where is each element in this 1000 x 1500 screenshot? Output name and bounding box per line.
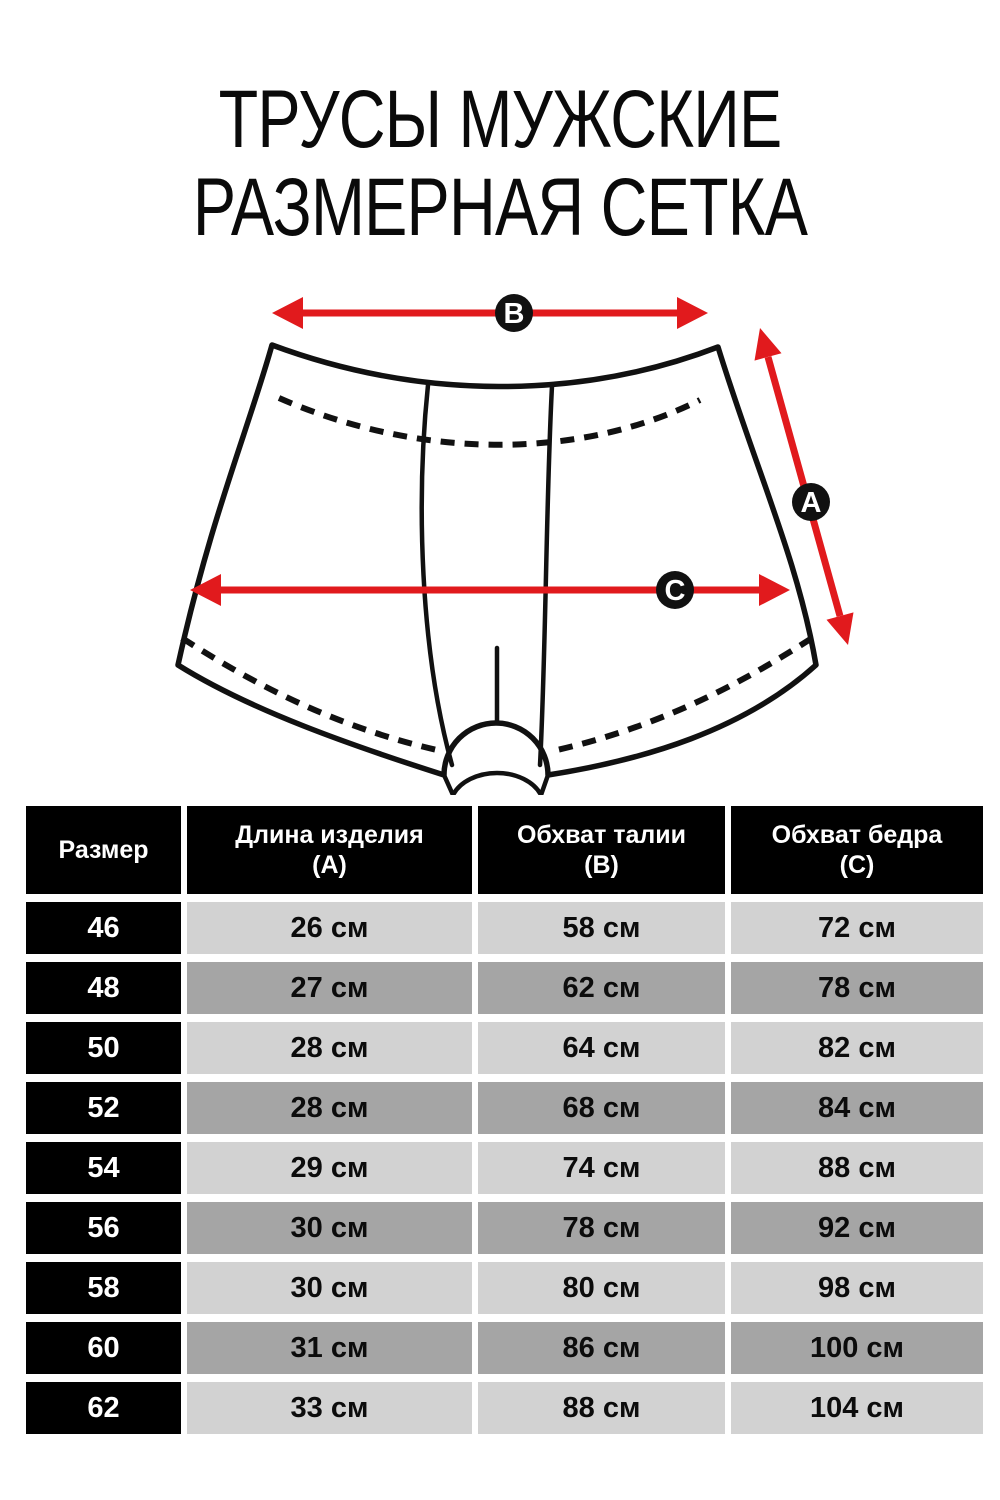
- size-cell: 50: [26, 1022, 181, 1074]
- boxer-shorts-drawing: [178, 345, 816, 795]
- table-row: [26, 1022, 984, 1074]
- size-cell: 58: [26, 1262, 181, 1314]
- length-cell: 28 см: [187, 1022, 472, 1074]
- waist-cell: 80 см: [478, 1262, 725, 1314]
- size-table-body: [26, 902, 984, 1434]
- length-cell: 33 см: [187, 1382, 472, 1434]
- size-cell: 56: [26, 1202, 181, 1254]
- hip-cell: 104 см: [731, 1382, 983, 1434]
- length-cell: 26 см: [187, 902, 472, 954]
- header-hip-c: Обхват бедра (C): [731, 806, 983, 894]
- waist-cell: 68 см: [478, 1082, 725, 1134]
- measure-arrow-b: [272, 297, 708, 329]
- svg-text:C: C: [664, 575, 686, 607]
- length-cell: 30 см: [187, 1202, 472, 1254]
- size-cell: 54: [26, 1142, 181, 1194]
- size-cell: 52: [26, 1082, 181, 1134]
- waist-cell: 58 см: [478, 902, 725, 954]
- page-title-line2: РАЗМЕРНАЯ СЕТКА: [192, 162, 808, 253]
- header-size: Размер: [26, 806, 181, 894]
- hip-cell: 82 см: [731, 1022, 983, 1074]
- size-cell: 48: [26, 962, 181, 1014]
- page-title-line1: ТРУСЫ МУЖСКИЕ: [218, 74, 782, 165]
- waist-cell: 64 см: [478, 1022, 725, 1074]
- table-row: [26, 1382, 984, 1434]
- svg-text:B: B: [503, 298, 525, 330]
- table-row: [26, 902, 984, 954]
- size-table: [26, 806, 984, 1434]
- waist-cell: 86 см: [478, 1322, 725, 1374]
- table-row: [26, 1322, 984, 1374]
- size-cell: 46: [26, 902, 181, 954]
- length-cell: 31 см: [187, 1322, 472, 1374]
- hip-cell: 88 см: [731, 1142, 983, 1194]
- svg-text:A: A: [800, 487, 822, 519]
- hip-cell: 72 см: [731, 902, 983, 954]
- header-length-a: Длина изделия (A): [187, 806, 472, 894]
- measure-label-b: [495, 294, 533, 332]
- measure-label-c: [656, 571, 694, 609]
- waist-cell: 88 см: [478, 1382, 725, 1434]
- waist-cell: 62 см: [478, 962, 725, 1014]
- hip-cell: 92 см: [731, 1202, 983, 1254]
- length-cell: 30 см: [187, 1262, 472, 1314]
- table-row: [26, 1202, 984, 1254]
- measure-label-a: [792, 483, 830, 521]
- table-row: [26, 1142, 984, 1194]
- table-row: [26, 962, 984, 1014]
- table-row: [26, 1262, 984, 1314]
- length-cell: 27 см: [187, 962, 472, 1014]
- hip-cell: 100 см: [731, 1322, 983, 1374]
- length-cell: 29 см: [187, 1142, 472, 1194]
- header-waist-b: Обхват талии (B): [478, 806, 725, 894]
- table-row: [26, 1082, 984, 1134]
- hip-cell: 98 см: [731, 1262, 983, 1314]
- waist-cell: 78 см: [478, 1202, 725, 1254]
- waist-cell: 74 см: [478, 1142, 725, 1194]
- hip-cell: 78 см: [731, 962, 983, 1014]
- length-cell: 28 см: [187, 1082, 472, 1134]
- size-cell: 62: [26, 1382, 181, 1434]
- size-table-header: [26, 806, 984, 894]
- size-cell: 60: [26, 1322, 181, 1374]
- page-title: [105, 76, 895, 252]
- hip-cell: 84 см: [731, 1082, 983, 1134]
- size-diagram: [0, 270, 1000, 795]
